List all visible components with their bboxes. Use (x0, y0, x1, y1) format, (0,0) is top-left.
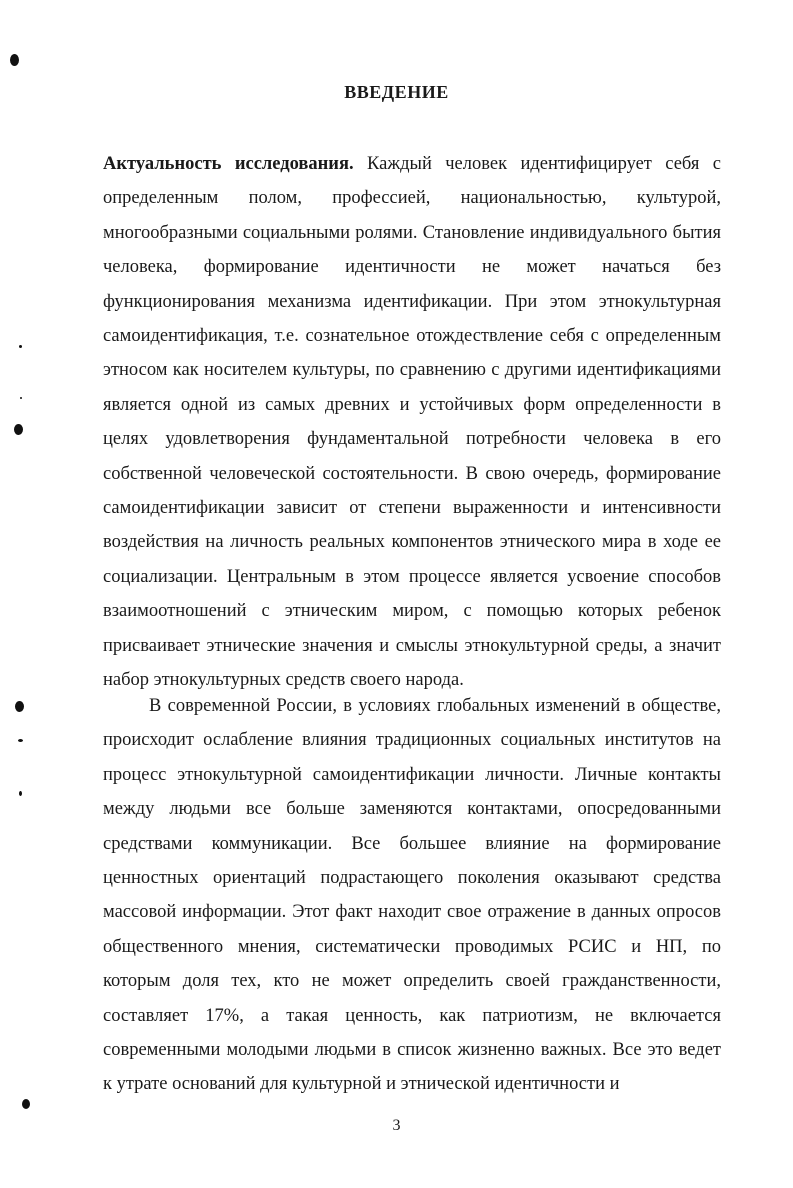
paragraph-relevance (103, 147, 721, 698)
paragraph-lead: Актуальность исследования. (103, 154, 354, 174)
scan-speck (19, 791, 22, 796)
scan-speck (20, 397, 22, 399)
page-number: 3 (392, 1117, 401, 1134)
scan-speck (22, 1099, 30, 1109)
page-title: ВВЕДЕНИЕ (344, 82, 449, 102)
scan-speck (15, 701, 24, 712)
scan-speck (14, 424, 23, 435)
paragraph-body: В современной России, в условиях глобальных изменений в обществе, происходит ослабление влияния традиционных социальных институтов на процесс этнокультурной самоидентификации личности. Личные контакты между людьми все больше заменяются контактами, опосредованными средствами коммуникации. Все большее влияние на формирование ценностных ориентаций подрастающего поколения оказывают средства массовой информации. Этот факт находит свое отражение в данных опросов общественного мнения, систематически проводимых РСИС и НП, по которым доля тех, кто не может определить своей гражданственности, составляет 17%, а такая ценность, как патриотизм, не включается современными молодыми людьми в список жизненно важных. Все это ведет к утрате оснований для культурной и этнической идентичности и (103, 696, 721, 1095)
scan-speck (18, 739, 23, 742)
paragraph-body: Каждый человек идентифицирует себя с определенным полом, профессией, национальностью, культурой, многообразными социальными ролями. Становление индивидуального бытия человека, формирование идентичности не может начаться без функционирования механизма идентификации. При этом этнокультурная самоидентификация, т.е. сознательное отождествление себя с определенным этносом как носителем культуры, по сравнению с другими идентификациями является одной из самых древних и устойчивых форм определенности в целях удовлетворения фундаментальной потребности человека в его собственной человеческой состоятельности. В свою очередь, формирование самоидентификации зависит от степени выраженности и интенсивности воздействия на личность реальных компонентов этнического мира в ходе ее социализации. Центральным в этом процессе является усвоение способов взаимоотношений с этническим миром, с помощью которых ребенок присваивает этнические значения и смыслы этнокультурной среды, а значит набор этнокультурных средств своего народа. (103, 154, 721, 691)
scan-speck (19, 345, 22, 348)
paragraph-modern-russia (103, 689, 721, 1102)
scan-speck (10, 54, 19, 66)
